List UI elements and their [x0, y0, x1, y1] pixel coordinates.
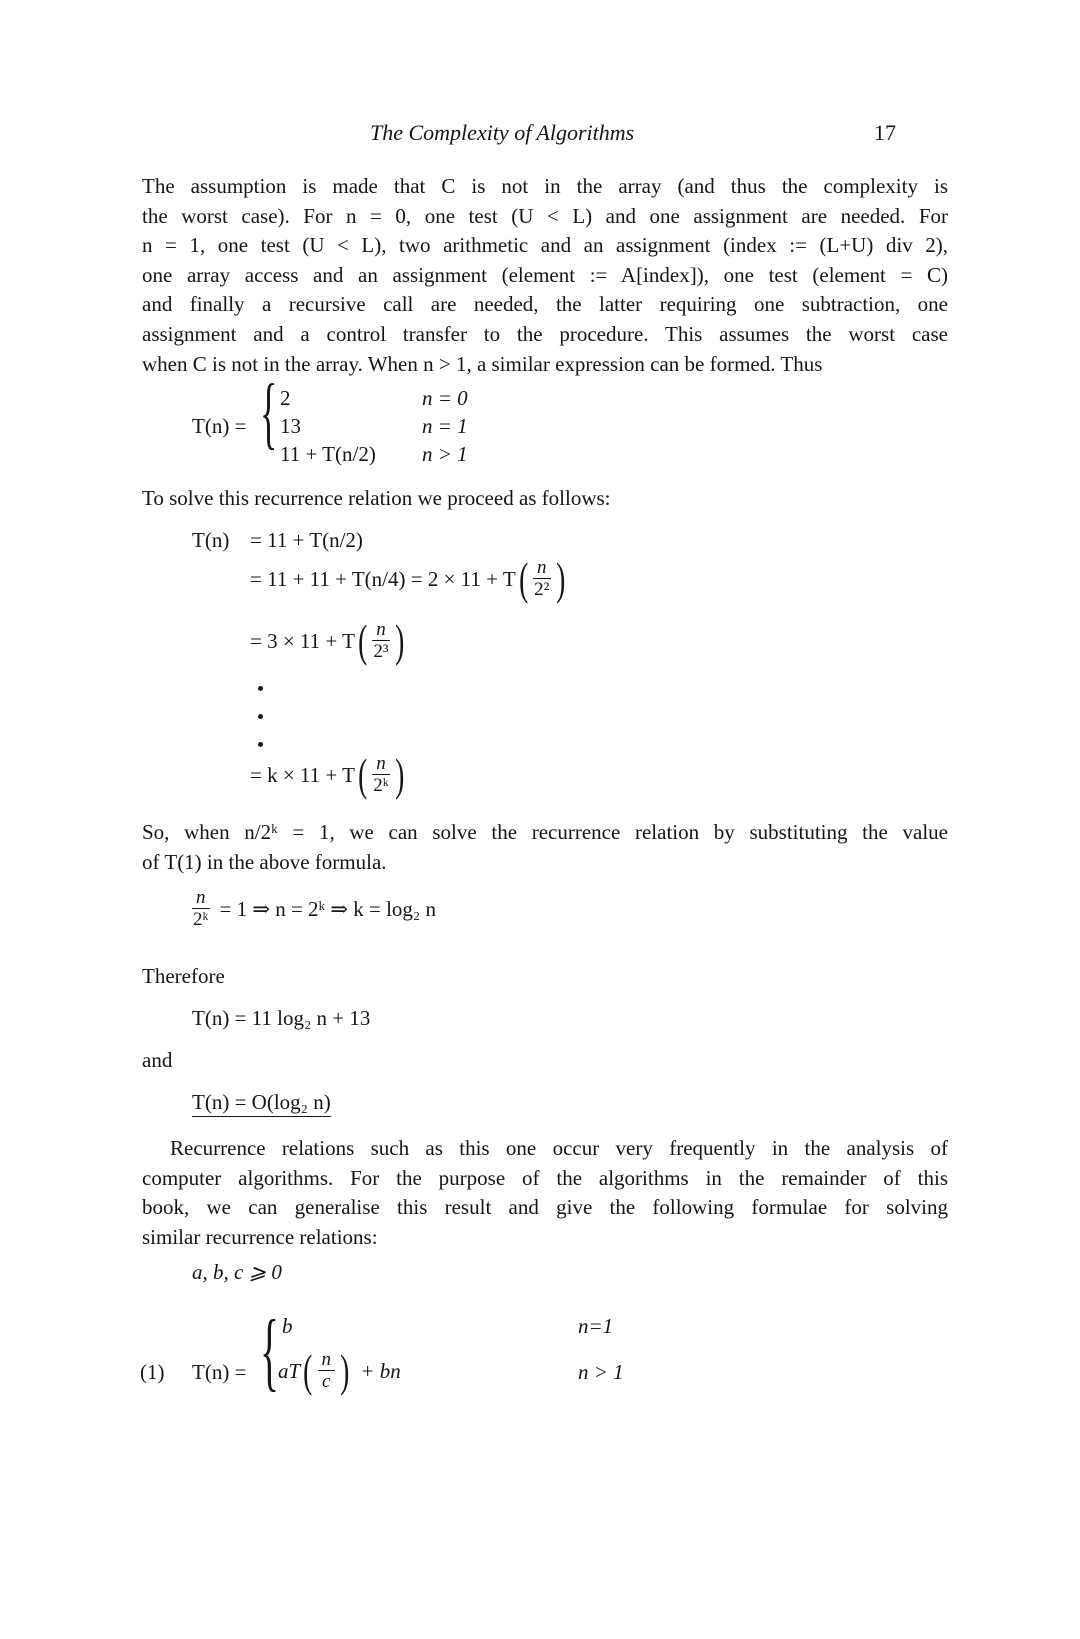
left-paren: (	[303, 1345, 313, 1396]
recurrence-lhs: T(n) =	[192, 414, 247, 438]
result-equation: T(n) = 11 log₂ n + 13	[192, 1006, 371, 1030]
fraction-numerator: n	[372, 620, 390, 641]
text-line: assignment and a control transfer to the procedure. This assumes the worst case	[142, 321, 948, 346]
text-line: computer algorithms. For the purpose of the algorithms in the remainder of this	[142, 1165, 948, 1190]
formula-lhs: T(n) =	[192, 1360, 247, 1384]
left-brace: {	[260, 1303, 280, 1400]
fraction-numerator: n	[372, 754, 390, 775]
fraction	[372, 754, 390, 797]
text-line: and finally a recursive call are needed, the latter requiring one subtraction, one	[142, 292, 948, 317]
recurrence-case-cond: n > 1	[422, 442, 468, 466]
derivation-step	[250, 749, 407, 800]
recurrence-case-value: 11 + T(n/2)	[280, 442, 376, 466]
left-paren: (	[518, 553, 528, 604]
fraction-denominator: 2ᵏ	[373, 774, 389, 796]
big-o-result: T(n) = O(log₂ n)	[192, 1090, 331, 1117]
text-line: n = 1, one test (U < L), two arithmetic and an assignment (index := (L+U) div 2),	[142, 233, 948, 258]
paragraph-assumption	[142, 172, 948, 379]
paragraph-recurrence-relations	[142, 1134, 948, 1252]
fraction	[372, 620, 390, 663]
fraction	[533, 558, 551, 601]
page-number: 17	[874, 120, 896, 145]
fraction-numerator: n	[318, 1350, 336, 1371]
ellipsis-dot	[258, 742, 263, 747]
right-paren: )	[340, 1345, 350, 1396]
derivation-step	[250, 615, 407, 666]
text-line: So, when n/2ᵏ = 1, we can solve the recurrence relation by substituting the value	[142, 820, 948, 844]
recurrence-case-cond: n = 0	[422, 386, 468, 410]
therefore-label: Therefore	[142, 964, 225, 988]
recurrence-case-value: 2	[280, 386, 291, 410]
text-line: book, we can generalise this result and give the following formulae for solving	[142, 1195, 948, 1220]
derivation-step-text: = 3 × 11 + T	[250, 628, 355, 653]
left-brace: {	[260, 369, 278, 457]
fraction-numerator: n	[192, 888, 210, 909]
right-paren: )	[555, 553, 565, 604]
derivation-step	[250, 553, 568, 604]
formula-case-text: aT	[278, 1358, 301, 1383]
ellipsis-dot	[258, 714, 263, 719]
text-line: Recurrence relations such as this one occur very frequently in the analysis of	[170, 1136, 948, 1160]
fraction	[192, 888, 210, 931]
formula-case-cond: n=1	[578, 1314, 614, 1338]
derivation-lhs: T(n)	[192, 528, 230, 552]
formula-case-cond: n > 1	[578, 1360, 624, 1384]
fraction	[318, 1350, 336, 1393]
k-equation-rest: = 1 ⇒ n = 2ᵏ ⇒ k = log₂ n	[219, 897, 437, 921]
fraction-denominator: 2ᵏ	[193, 909, 209, 930]
and-label: and	[142, 1048, 173, 1072]
formula-case	[278, 1345, 401, 1396]
formula-case: b	[282, 1314, 293, 1338]
derivation-step: = 11 + T(n/2)	[250, 528, 363, 552]
formula-case-text: + bn	[360, 1358, 401, 1383]
recurrence-case-cond: n = 1	[422, 414, 468, 438]
left-paren: (	[358, 749, 368, 800]
text-line: similar recurrence relations:	[142, 1224, 378, 1249]
derivation-step-text: = 11 + 11 + T(n/4) = 2 × 11 + T	[250, 566, 516, 591]
k-equation	[190, 888, 436, 931]
recurrence-case-value: 13	[280, 414, 301, 438]
solve-intro: To solve this recurrence relation we proceed as follows:	[142, 486, 611, 510]
derivation-step-text: = k × 11 + T	[250, 762, 355, 787]
ellipsis-dot	[258, 686, 263, 691]
left-paren: (	[358, 615, 368, 666]
text-line: one array access and an assignment (element := A[index]), one test (element = C)	[142, 262, 948, 287]
page-title: The Complexity of Algorithms	[370, 120, 635, 145]
formula-label: (1)	[140, 1360, 165, 1384]
text-line: The assumption is made that C is not in the array (and thus the complexity is	[142, 174, 948, 198]
paragraph-substitution	[142, 818, 948, 877]
constraint: a, b, c ⩾ 0	[192, 1260, 282, 1284]
fraction-denominator: c	[322, 1370, 331, 1392]
fraction-denominator: 2²	[534, 578, 550, 600]
text-line: the worst case). For n = 0, one test (U < L) and one assignment are needed. For	[142, 203, 948, 228]
text-line: of T(1) in the above formula.	[142, 849, 387, 874]
right-paren: )	[394, 615, 405, 666]
text-line: when C is not in the array. When n > 1, a similar expression can be formed. Thus	[142, 351, 823, 376]
fraction-denominator: 2³	[373, 640, 389, 662]
right-paren: )	[394, 749, 405, 800]
fraction-numerator: n	[533, 558, 551, 579]
